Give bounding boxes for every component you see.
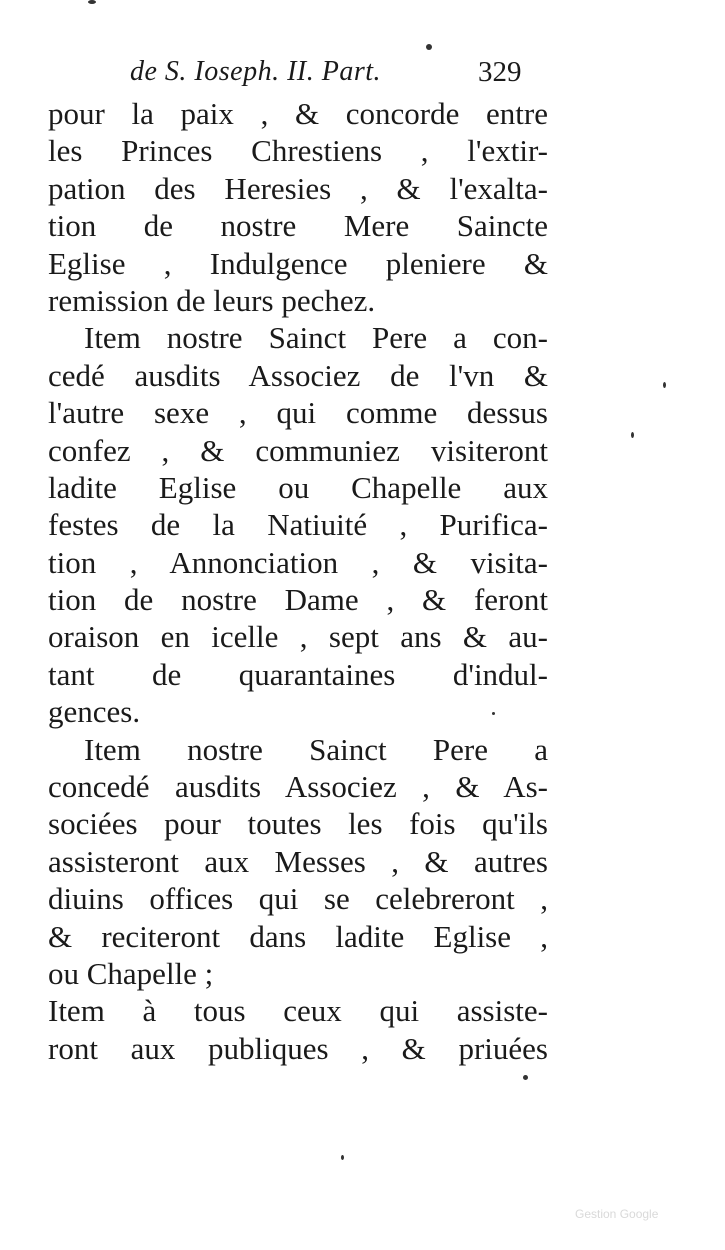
text-line: Eglise , Indulgence pleniere &: [48, 245, 548, 281]
text-line: tion de nostre Mere Saincte: [48, 208, 548, 244]
ink-speck: [663, 382, 666, 388]
text-line: ladite Eglise ou Chapelle aux: [48, 469, 548, 505]
text-line: ou Chapelle ;: [48, 955, 214, 991]
paragraph-2: [48, 319, 548, 730]
text-line: assisteront aux Messes , & autres: [48, 843, 548, 879]
body-text: [48, 95, 548, 1067]
text-line: l'autre sexe , qui comme dessus: [48, 395, 548, 431]
text-line: concedé ausdits Associez , & As-: [48, 769, 548, 805]
text-line: ront aux publiques , & priuées: [48, 1030, 548, 1066]
ink-speck: [426, 44, 432, 50]
text-line: festes de la Natiuité , Purifica-: [48, 507, 548, 543]
running-head: [130, 52, 550, 96]
paragraph-4: [48, 992, 548, 1067]
text-line: tion de nostre Dame , & feront: [48, 582, 548, 618]
text-line: sociées pour toutes les fois qu'ils: [48, 806, 548, 842]
text-line: tant de quarantaines d'indul-: [48, 656, 548, 692]
watermark: Gestion Google: [575, 1207, 659, 1221]
text-line: pation des Heresies , & l'exalta-: [48, 170, 548, 206]
paragraph-1: [48, 95, 548, 319]
text-line: cedé ausdits Associez de l'vn &: [48, 357, 548, 393]
ink-speck: [88, 0, 96, 4]
text-line: les Princes Chrestiens , l'extir-: [48, 133, 548, 169]
text-line: Item à tous ceux qui assiste-: [48, 993, 548, 1029]
text-line: pour la paix , & concorde entre: [48, 96, 548, 131]
paragraph-3: [48, 731, 548, 993]
ink-speck: [492, 712, 495, 715]
text-line: oraison en icelle , sept ans & au-: [48, 619, 548, 655]
ink-speck: [631, 432, 634, 438]
text-line: gences.: [48, 694, 141, 730]
running-title: de S. Ioseph. II. Part.: [130, 56, 382, 87]
text-line: Item nostre Sainct Pere a con-: [84, 320, 548, 356]
text-line: tion , Annonciation , & visita-: [48, 544, 548, 580]
ink-speck: [341, 1155, 344, 1160]
text-line: & reciteront dans ladite Eglise ,: [48, 918, 548, 954]
text-line: Item nostre Sainct Pere a: [84, 731, 548, 767]
text-line: remission de leurs pechez.: [48, 282, 376, 318]
text-line: confez , & communiez visiteront: [48, 432, 548, 468]
page-number: 329: [478, 56, 522, 88]
text-line: diuins offices qui se celebreront ,: [48, 881, 548, 917]
ink-speck: [523, 1075, 528, 1080]
